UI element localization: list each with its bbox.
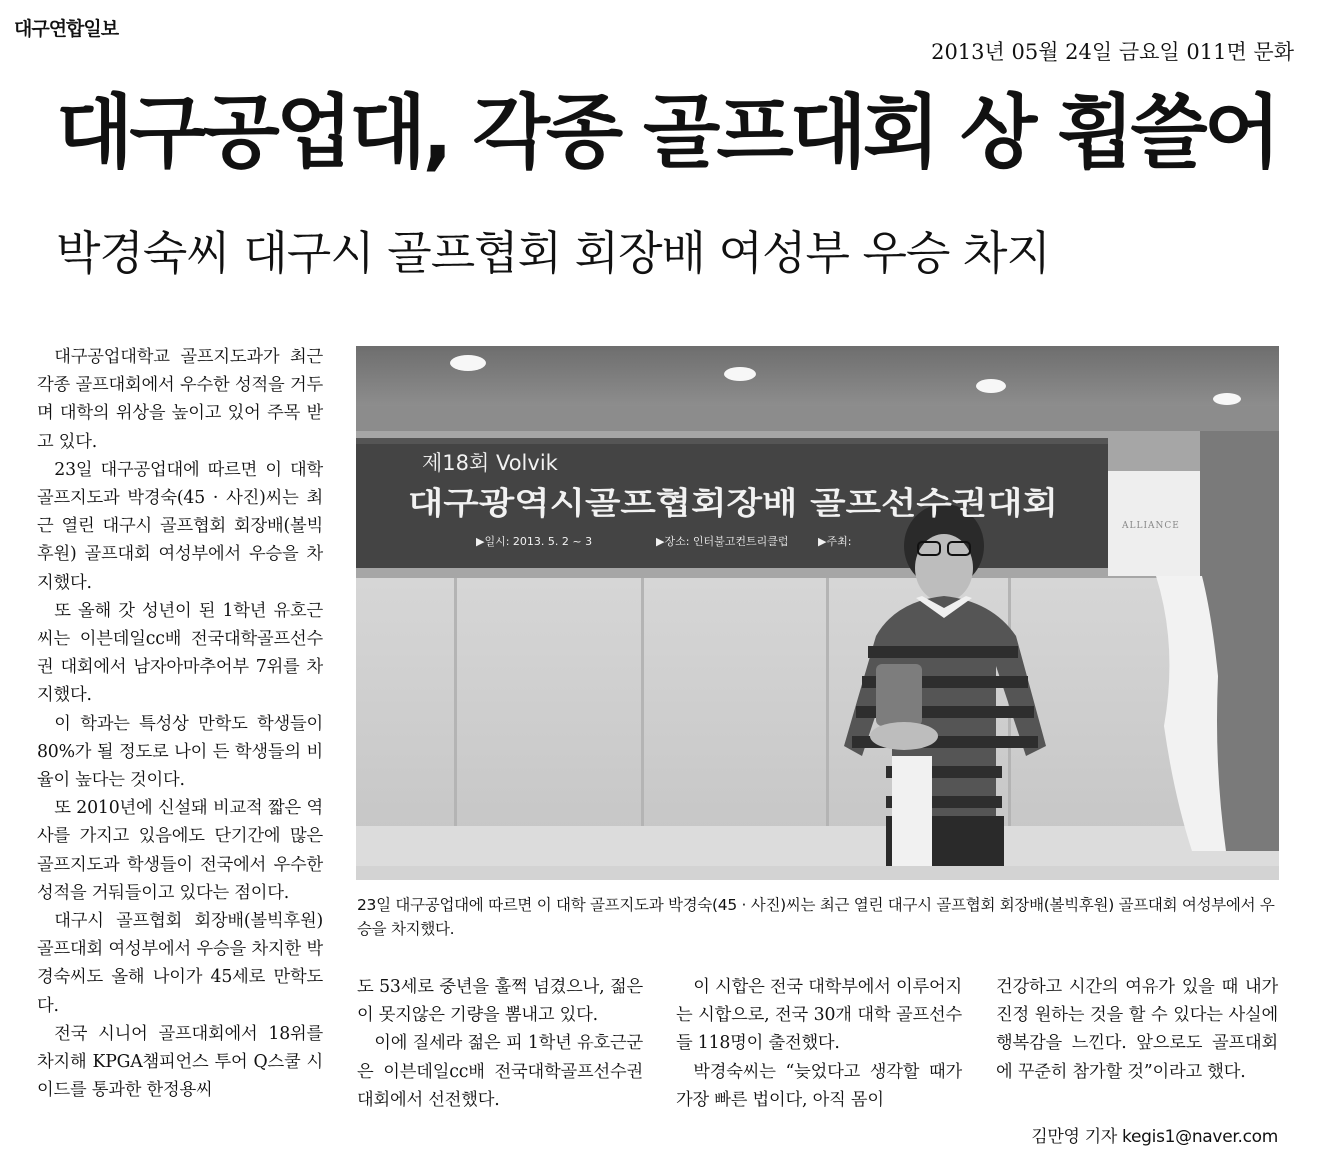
article-paragraph: 박경숙씨는 “늦었다고 생각할 때가 가장 빠른 법이다, 아직 몸이 <box>676 1061 962 1110</box>
article-paragraph: 건강하고 시간의 여유가 있을 때 내가 진정 원하는 것을 할 수 있다는 사실에 행복감을 느낀다. 앞으로도 골프대회에 꾸준히 참가할 것”이라고 했다. <box>996 977 1278 1082</box>
byline: 김만영 기자 kegis1@naver.com <box>1031 1127 1278 1147</box>
article-paragraph: 대구시 골프협회 회장배(볼빅후원) 골프대회 여성부에서 우승을 차지한 박경숙씨도 올해 나이가 45세로 만학도다. <box>37 911 323 1016</box>
article-paragraph: 또 2010년에 신설돼 비교적 짧은 역사를 가지고 있음에도 단기간에 많은 골프지도과 학생들이 전국에서 우수한 성적을 거둬들이고 있다는 점이다. <box>37 798 323 903</box>
banner-title-line1: 제18회 Volvik <box>422 451 558 475</box>
photo-caption: 23일 대구공업대에 따르면 이 대학 골프지도과 박경숙(45 · 사진)씨는 최근 열린 대구시 골프협회 회장배(볼빅후원) 골프대회 여성부에서 우승을 차지했다. <box>357 896 1275 938</box>
banner-info-venue: ▶장소: 인터불고컨트리클럽 <box>656 535 789 548</box>
article-paragraph: 또 올해 갓 성년이 된 1학년 유호근씨는 이븐데일cc배 전국대학골프선수권 대회에서 남자아마추어부 7위를 차지했다. <box>37 600 323 706</box>
article-paragraph: 이에 질세라 젊은 피 1학년 유호근군은 이븐데일cc배 전국대학골프선수권 대회에서 선전했다. <box>357 1033 643 1110</box>
banner-info-host: ▶주최: <box>818 535 852 548</box>
article-paragraph: 이 시합은 전국 대학부에서 이루어지는 시합으로, 전국 30개 대학 골프선수들 118명이 출전했다. <box>676 977 962 1054</box>
dateline: 2013년 05월 24일 금요일 011면 문화 <box>931 40 1294 64</box>
subheadline: 박경숙씨 대구시 골프협회 회장배 여성부 우승 차지 <box>56 226 1050 280</box>
article-paragraph: 도 53세로 중년을 훌쩍 넘겼으나, 젊은이 못지않은 기량을 뽐내고 있다. <box>357 977 643 1026</box>
banner-info-date: ▶일시: 2013. 5. 2 ~ 3 <box>476 535 593 548</box>
banner-title-line2: 대구광역시골프협회장배 골프선수권대회 <box>408 486 1058 522</box>
article-paragraph: 대구공업대학교 골프지도과가 최근 각종 골프대회에서 우수한 성적을 거두며 대학의 위상을 높이고 있어 주목 받고 있다. <box>37 347 323 452</box>
newspaper-name: 대구연합일보 <box>14 18 119 40</box>
article-column-3 <box>676 973 962 1114</box>
alliance-sign: ALLIANCE <box>1122 521 1180 531</box>
article-column-2 <box>357 973 643 1114</box>
article-paragraph: 이 학과는 특성상 만학도 학생들이 80%가 될 정도로 나이 든 학생들의 비율이 높다는 것이다. <box>37 713 323 791</box>
article-photo <box>356 346 1279 880</box>
article-paragraph: 전국 시니어 골프대회에서 18위를 차지해 KPGA챔피언스 투어 Q스쿨 시이드를 통과한 한정용씨 <box>37 1023 323 1101</box>
article-column-left <box>37 343 323 1104</box>
article-paragraph: 23일 대구공업대에 따르면 이 대학 골프지도과 박경숙(45 · 사진)씨는 최근 열린 대구시 골프협회 회장배(볼빅후원) 골프대회 여성부에서 우승을 차지했다. <box>37 459 323 593</box>
article-column-4 <box>996 973 1278 1086</box>
headline: 대구공업대, 각종 골프대회 상 휩쓸어 <box>56 86 1277 179</box>
